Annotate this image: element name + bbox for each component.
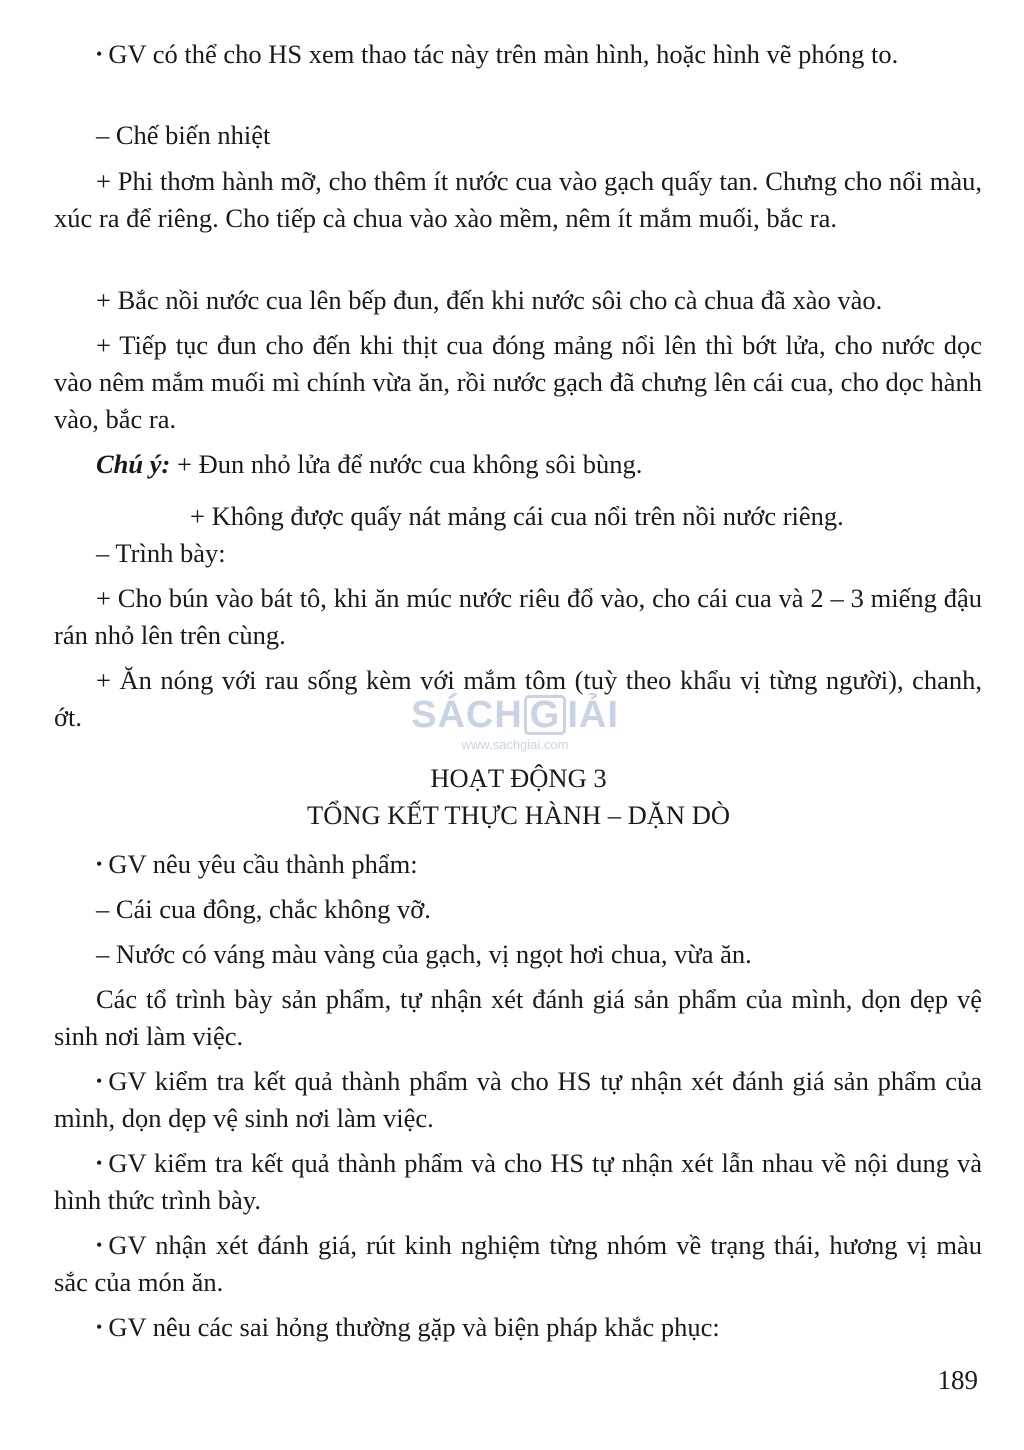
note-label: Chú ý: <box>96 449 171 479</box>
requirement-item-1: – Cái cua đông, chắc không vỡ. <box>96 894 431 924</box>
section-heading-title: TỔNG KẾT THỰC HÀNH – DẶN DÒ <box>307 800 730 830</box>
bullet-icon: • <box>96 1317 103 1337</box>
paragraph-bullet-3: • GV kiểm tra kết quả thành phẩm và cho HS tự nhận xét đánh giá sản phẩm của mình, dọn dẹp vệ sinh nơi làm việc. <box>54 1066 982 1133</box>
paragraph-bullet-1: • GV có thể cho HS xem thao tác này trên màn hình, hoặc hình vẽ phóng to. <box>96 39 899 69</box>
requirement-item-2: – Nước có váng màu vàng của gạch, vị ngọt hơi chua, vừa ăn. <box>96 939 752 969</box>
paragraph-bullet-5: • GV nhận xét đánh giá, rút kinh nghiệm từng nhóm về trạng thái, hương vị màu sắc của món ăn. <box>54 1230 982 1297</box>
paragraph-bullet-2: • GV nêu yêu cầu thành phẩm: <box>96 849 418 879</box>
section-heading-activity: HOẠT ĐỘNG 3 <box>430 763 607 793</box>
bullet-icon: • <box>96 854 103 874</box>
paragraph-bullet-6: • GV nêu các sai hỏng thường gặp và biện pháp khắc phục: <box>96 1312 720 1342</box>
subheading-che-bien-nhiet: – Chế biến nhiệt <box>96 120 271 150</box>
paragraph-step-2: + Bắc nồi nước cua lên bếp đun, đến khi nước sôi cho cà chua đã xào vào. <box>96 285 883 315</box>
paragraph-serving-2: + Ăn nóng với rau sống kèm với mắm tôm (tuỳ theo khẩu vị từng người), chanh, ớt. <box>54 665 982 732</box>
paragraph-serving-1: + Cho bún vào bát tô, khi ăn múc nước riêu đổ vào, cho cái cua và 2 – 3 miếng đậu rán nhỏ lên trên cùng. <box>54 583 982 650</box>
paragraph-step-3: + Tiếp tục đun cho đến khi thịt cua đóng mảng nổi lên thì bớt lửa, cho nước dọc vào nêm mắm muối mì chính vừa ăn, rồi nước gạch đã chưng lên cái cua, cho dọc hành vào, bắc ra. <box>54 330 982 434</box>
note-line-1: Chú ý: + Đun nhỏ lửa để nước cua không sôi bùng. <box>96 449 643 479</box>
bullet-icon: • <box>96 1235 103 1255</box>
paragraph-bullet-4: • GV kiểm tra kết quả thành phẩm và cho HS tự nhận xét lẫn nhau về nội dung và hình thức trình bày. <box>54 1148 982 1215</box>
paragraph-step-1: + Phi thơm hành mỡ, cho thêm ít nước cua vào gạch quấy tan. Chưng cho nổi màu, xúc ra để riêng. Cho tiếp cà chua vào xào mềm, nêm ít mắm muối, bắc ra. <box>54 166 982 233</box>
watermark-url: www.sachgiai.com <box>461 737 569 752</box>
bullet-icon: • <box>96 1071 103 1091</box>
subheading-trinh-bay: – Trình bày: <box>96 538 226 568</box>
page-number: 189 <box>937 1365 978 1395</box>
note-line-2: + Không được quấy nát mảng cái cua nổi trên nồi nước riêng. <box>190 501 844 531</box>
paragraph-presentation: Các tổ trình bày sản phẩm, tự nhận xét đánh giá sản phẩm của mình, dọn dẹp vệ sinh nơi làm việc. <box>54 984 982 1051</box>
watermark-logo: SÁCH G IẢI www.sachgiai.com <box>405 693 625 752</box>
bullet-icon: • <box>96 1153 103 1173</box>
bullet-icon: • <box>96 44 103 64</box>
